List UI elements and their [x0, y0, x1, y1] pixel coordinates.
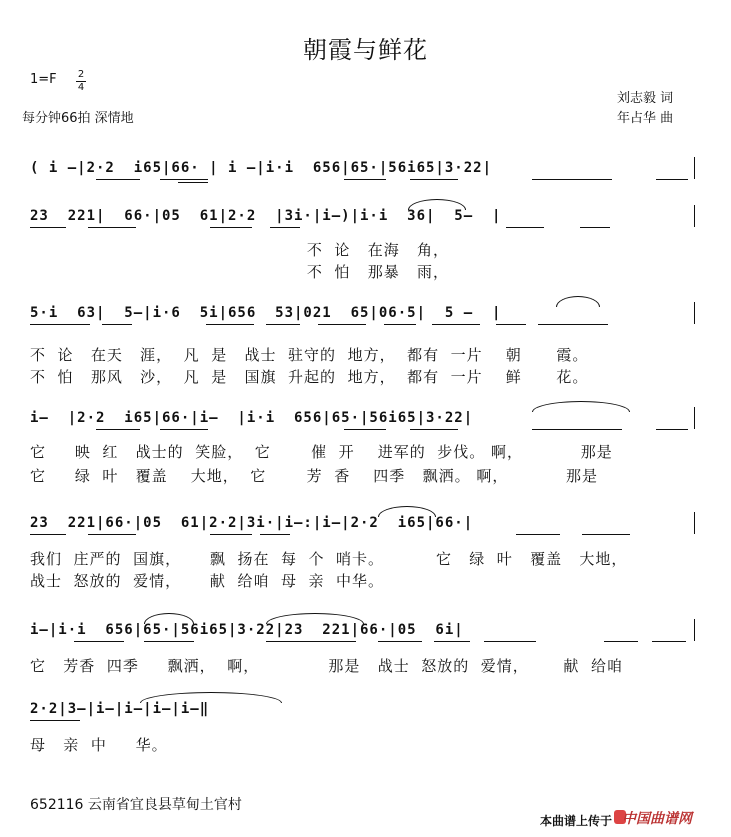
lyric-line-2: 它 绿 叶 覆盖 大地， 它 芳 香 四季 飘洒。 啊， 那是: [30, 467, 599, 485]
composer-credit: 年占华 曲: [617, 111, 674, 126]
time-signature: [76, 70, 86, 93]
notes-text: 23 221|66·|05 61|2·2|3i·|i—:|i—|2·2 i65|66·|: [30, 515, 474, 531]
lyricist-credit: 刘志毅 词: [617, 91, 674, 106]
time-signature-top: 2: [77, 69, 85, 80]
beam-line: [432, 324, 480, 325]
beam-line: [266, 324, 300, 325]
beam-line: [206, 324, 254, 325]
beam-line: [656, 429, 688, 430]
tempo-marking: 每分钟66拍 深情地: [22, 111, 134, 126]
notes-text: 23 221| 66·|05 61|2·2 |3i·|i—)|i·i 36| 5— |: [30, 208, 502, 224]
beam-line: [30, 324, 90, 325]
notation-line: [0, 300, 731, 326]
bar-line: [694, 512, 695, 534]
beam-line: [30, 227, 66, 228]
song-title: 朝霞与鲜花: [303, 36, 428, 64]
lyric-line-2: 不 怕 那风 沙， 凡 是 国旗 升起的 地方， 都有 一片 鲜 花。: [30, 368, 589, 386]
notes-text: i—|i·i 656|65·|56i65|3·22|23 221|66·|05 6i|: [30, 622, 464, 638]
beam-line: [656, 179, 688, 180]
beam-line: [74, 641, 124, 642]
lyric-line-1: 它 芳香 四季 飘洒， 啊， 那是 战士 怒放的 爱情， 献 给咱: [30, 657, 623, 675]
notes-text: ( i —|2·2 i65|66· | i —|i·i 656|65·|56i65|3·22|: [30, 160, 493, 176]
tie-arc: [144, 613, 194, 624]
lyric-line-1: 它 映 红 战士的 笑脸， 它 催 开 进军的 步伐。 啊， 那是: [30, 443, 613, 461]
bar-line: [694, 205, 695, 227]
beam-line: [30, 720, 80, 721]
notation-line: [0, 696, 731, 722]
beam-line: [160, 429, 208, 430]
beam-line: [532, 179, 612, 180]
notation-line: [0, 510, 731, 536]
notes-text: 5·i 63| 5—|i·6 5i|656 53|021 65|06·5| 5 — |: [30, 305, 502, 321]
lyric-line-1: 不 论 在海 角，: [30, 241, 450, 259]
beam-line: [384, 324, 416, 325]
beam-line: [260, 534, 290, 535]
beam-line: [434, 641, 470, 642]
beam-line: [144, 641, 194, 642]
notation-line: [0, 617, 731, 643]
notes-text: i— |2·2 i65|66·|i— |i·i 656|65·|56i65|3·22|: [30, 410, 474, 426]
beam-line: [484, 641, 536, 642]
tie-arc: [266, 613, 364, 624]
lyric-line-2: 不 怕 那暴 雨，: [30, 263, 450, 281]
beam-line: [160, 179, 208, 180]
beam-line: [210, 534, 252, 535]
footer-upload-note: 本曲谱上传于: [540, 814, 613, 828]
beam-line: [516, 534, 560, 535]
beam-line: [96, 179, 140, 180]
beam-line: [532, 429, 622, 430]
beam-line: [652, 641, 686, 642]
notes-text: 2·2|3—|i—|i—|i—|i—‖: [30, 701, 210, 717]
beam-line: [102, 324, 132, 325]
beam-line: [410, 179, 458, 180]
lyric-line-1: 我们 庄严的 国旗， 飘 扬在 每 个 哨卡。 它 绿 叶 覆盖 大地，: [30, 550, 628, 568]
beam-line: [96, 429, 140, 430]
site-brand[interactable]: 中国曲谱网: [622, 811, 692, 827]
beam-line: [538, 324, 608, 325]
lyric-line-2: 战士 怒放的 爱情， 献 给咱 母 亲 中华。: [30, 572, 385, 590]
beam-line: [270, 227, 300, 228]
bar-line: [694, 619, 695, 641]
beam-line: [378, 641, 422, 642]
bar-line: [694, 302, 695, 324]
tie-arc: [532, 401, 630, 412]
tie-arc: [140, 692, 282, 703]
beam-line: [344, 179, 386, 180]
beam-line: [582, 534, 630, 535]
beam-line: [496, 324, 526, 325]
footer-address: 652116 云南省宜良县草甸土官村: [30, 797, 242, 813]
beam-line: [178, 182, 208, 183]
beam-line: [318, 324, 366, 325]
beam-line: [266, 641, 356, 642]
beam-line: [88, 534, 136, 535]
beam-line: [30, 534, 66, 535]
beam-line: [88, 227, 136, 228]
bar-line: [694, 157, 695, 179]
notation-line: [0, 203, 731, 229]
lyric-line-1: 母 亲 中 华。: [30, 736, 168, 754]
time-signature-bottom: 4: [77, 82, 85, 93]
notation-line: [0, 155, 731, 181]
tie-arc: [378, 506, 436, 517]
beam-line: [604, 641, 638, 642]
beam-line: [210, 227, 252, 228]
beam-line: [344, 429, 386, 430]
beam-line: [410, 429, 458, 430]
key-signature: 1=F: [30, 72, 57, 87]
beam-line: [506, 227, 544, 228]
lyric-line-1: 不 论 在天 涯， 凡 是 战士 驻守的 地方， 都有 一片 朝 霞。: [30, 346, 589, 364]
tie-arc: [556, 296, 600, 307]
tie-arc: [408, 199, 466, 210]
bar-line: [694, 407, 695, 429]
beam-line: [580, 227, 610, 228]
